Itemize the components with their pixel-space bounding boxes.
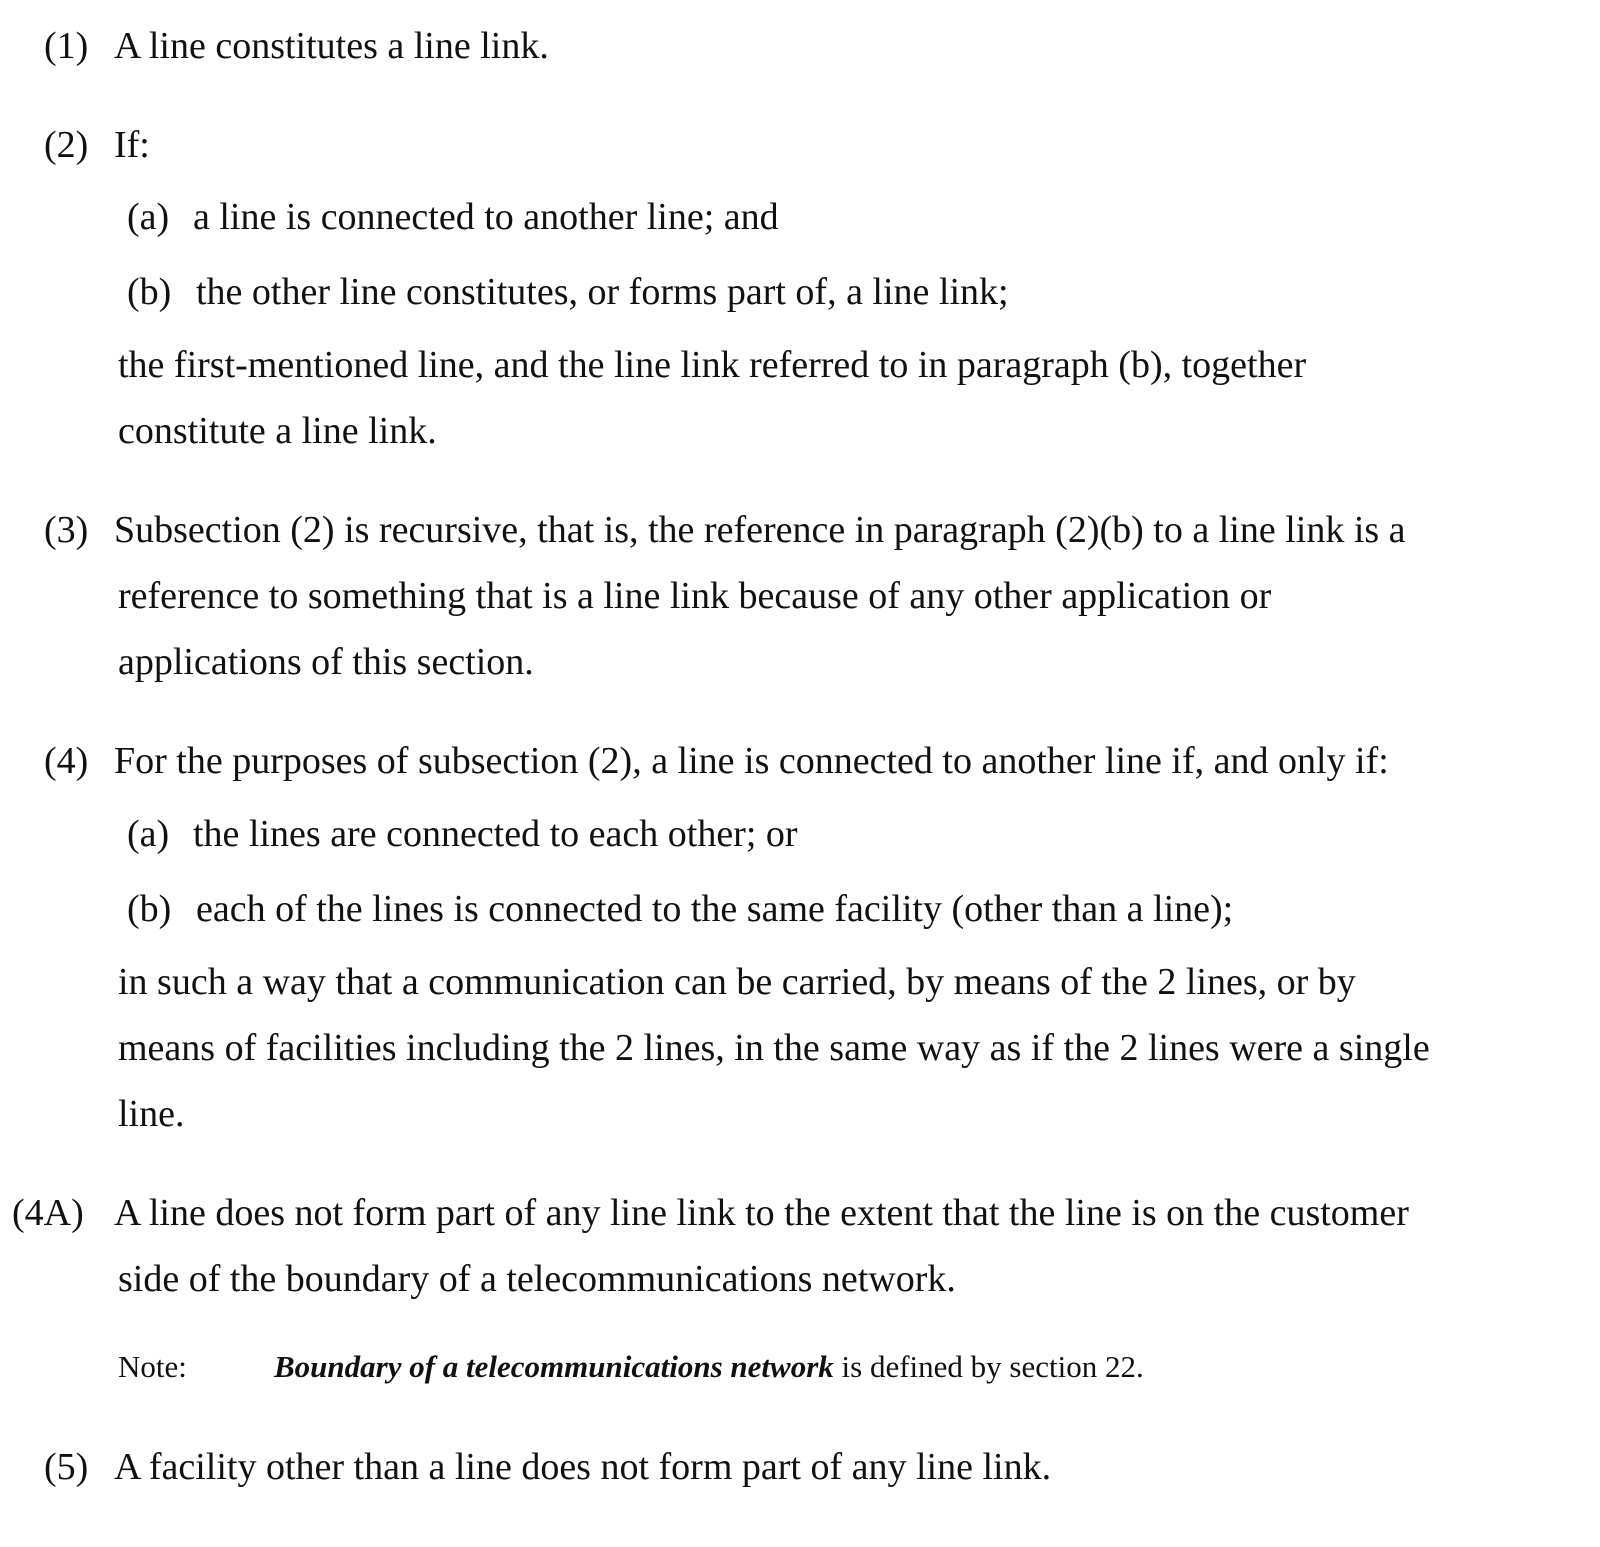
subsection-text: For the purposes of subsection (2), a line is connected to another line if, and only if: xyxy=(114,740,1389,782)
paragraph-label: (b) xyxy=(127,888,172,930)
subsection-text: A line does not form part of any line link to the extent that the line is on the customer xyxy=(114,1192,1409,1234)
subsection-text: in such a way that a communication can be carried, by means of the 2 lines, or by xyxy=(118,961,1356,1003)
note-label: Note: xyxy=(118,1349,187,1384)
note-text: is defined by section 22. xyxy=(833,1349,1144,1384)
paragraph-text: the lines are connected to each other; or xyxy=(193,813,798,855)
paragraph-label: (b) xyxy=(127,271,172,313)
paragraph-text: each of the lines is connected to the same facility (other than a line); xyxy=(196,888,1234,930)
subsection-text: A line constitutes a line link. xyxy=(114,25,549,67)
paragraph-label: (a) xyxy=(127,813,170,855)
subsection-number: (2) xyxy=(44,124,89,166)
paragraph-text: a line is connected to another line; and xyxy=(193,196,779,238)
subsection-number: (5) xyxy=(44,1446,89,1488)
subsection-number: (3) xyxy=(44,509,89,551)
subsection-text: If: xyxy=(114,124,150,166)
subsection-number: (4A) xyxy=(12,1192,84,1234)
subsection-text: side of the boundary of a telecommunications network. xyxy=(118,1258,956,1300)
paragraph-label: (a) xyxy=(127,196,170,238)
subsection-text: constitute a line link. xyxy=(118,410,437,452)
paragraph-text: the other line constitutes, or forms part of, a line link; xyxy=(196,271,1009,313)
subsection-text: Subsection (2) is recursive, that is, the reference in paragraph (2)(b) to a line link is a xyxy=(114,509,1406,551)
subsection-text: line. xyxy=(118,1093,185,1135)
note-body xyxy=(274,1347,1144,1387)
note-defined-term: Boundary of a telecommunications network xyxy=(274,1349,834,1384)
subsection-text: applications of this section. xyxy=(118,641,534,683)
subsection-text: reference to something that is a line link because of any other application or xyxy=(118,575,1272,617)
subsection-number: (4) xyxy=(44,740,89,782)
subsection-text: the first-mentioned line, and the line link referred to in paragraph (b), together xyxy=(118,344,1307,386)
subsection-number: (1) xyxy=(44,25,89,67)
subsection-text: means of facilities including the 2 lines, in the same way as if the 2 lines were a single xyxy=(118,1027,1430,1069)
subsection-text: A facility other than a line does not form part of any line link. xyxy=(114,1446,1052,1488)
